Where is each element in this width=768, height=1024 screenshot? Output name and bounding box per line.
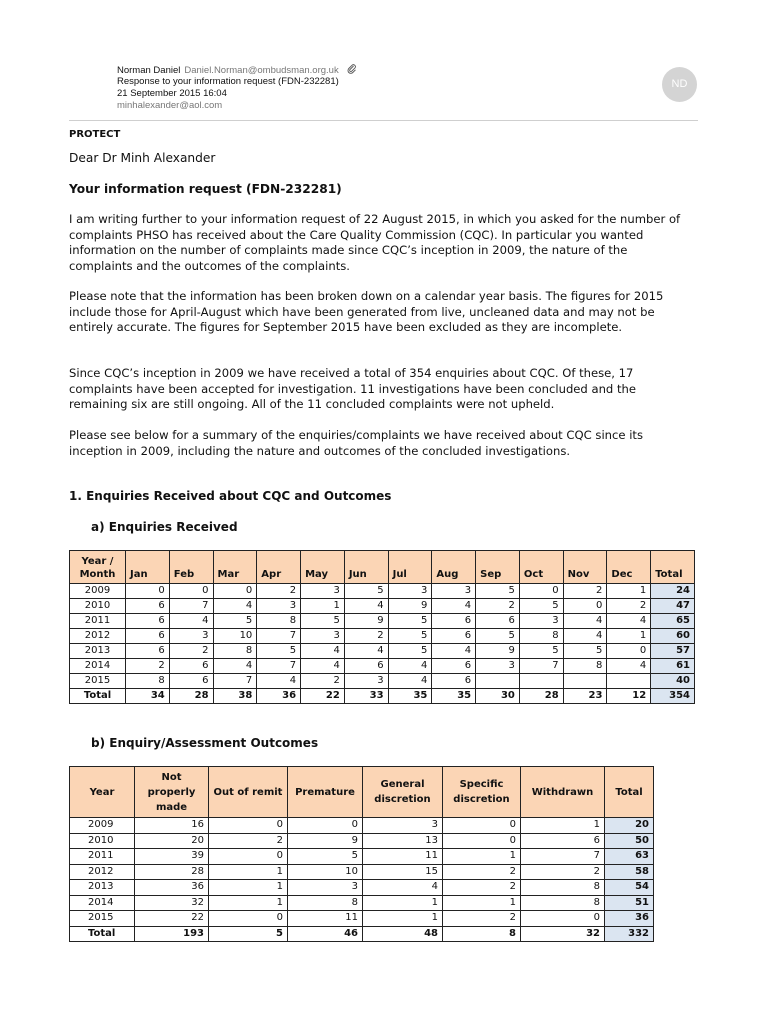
table-cell: 1 [363,911,443,927]
table-cell: 1 [209,880,288,896]
enquiries-table [69,550,695,704]
table-cell: 3 [257,599,301,614]
table-cell: 48 [363,926,443,942]
table-cell: 22 [135,911,209,927]
table-cell: 4 [388,674,432,689]
from-email[interactable]: Daniel.Norman@ombudsman.org.uk [184,65,339,76]
table-cell: 6 [432,674,476,689]
table-cell: 2014 [70,895,135,911]
table-cell: 8 [521,895,605,911]
table-cell: 6 [126,599,170,614]
table-cell: 6 [432,629,476,644]
paragraph: I am writing further to your information request of 22 August 2015, in which you asked for the number of complaints PHSO has received about the Care Quality Commission (CQC). In particular you wanted information on the number of complaints made since CQC’s inception in 2009, the nature of the complaints and the outcomes of the complaints. [69,212,681,273]
table-cell: 5 [301,614,345,629]
table-cell: 3 [301,629,345,644]
table-cell: 28 [135,864,209,880]
table-cell: 51 [605,895,654,911]
table-cell: 2012 [70,864,135,880]
table-cell: 1 [363,895,443,911]
table-cell: 4 [257,674,301,689]
table-cell: 0 [126,584,170,599]
table-cell: 10 [288,864,363,880]
avatar[interactable]: ND [662,67,697,102]
table-cell: 6 [432,659,476,674]
table-cell: 5 [388,629,432,644]
table-header-row [70,767,654,818]
column-header: Premature [288,767,363,818]
table-cell: 2 [521,864,605,880]
table-cell: 332 [605,926,654,942]
table-cell: 28 [519,689,563,704]
table-cell: 5 [476,629,520,644]
column-header: Oct [519,551,563,584]
table-cell: 2 [344,629,388,644]
table-cell: 7 [519,659,563,674]
table-cell: 10 [213,629,257,644]
table-cell: 38 [213,689,257,704]
table-cell: 4 [213,659,257,674]
salutation: Dear Dr Minh Alexander [69,151,216,165]
table-cell: 4 [432,644,476,659]
table-cell: 4 [432,599,476,614]
column-header: Total [651,551,695,584]
table-cell: 61 [651,659,695,674]
table-cell: 30 [476,689,520,704]
table-cell: 2 [476,599,520,614]
table-cell: 16 [135,818,209,834]
email-date: 21 September 2015 16:04 [117,88,227,99]
table-cell: 65 [651,614,695,629]
table-cell: 4 [301,644,345,659]
column-header: Feb [169,551,213,584]
subsection-heading-b: b) Enquiry/Assessment Outcomes [91,736,319,750]
table-cell: 9 [288,833,363,849]
table-cell: 354 [651,689,695,704]
table-cell: 5 [388,644,432,659]
table-cell: 4 [563,629,607,644]
table-cell: 5 [344,584,388,599]
table-row [70,849,654,865]
table-cell: 13 [363,833,443,849]
table-cell: 5 [213,614,257,629]
column-header: Dec [607,551,651,584]
table-cell [563,674,607,689]
table-cell: 1 [521,818,605,834]
column-header: Specific discretion [443,767,521,818]
table-cell: 0 [209,911,288,927]
table-cell: 23 [563,689,607,704]
column-header: Sep [476,551,520,584]
table-row [70,880,654,896]
table-cell: 54 [605,880,654,896]
table-cell: 6 [169,659,213,674]
table-cell: 8 [288,895,363,911]
table-cell: 20 [135,833,209,849]
table-cell: 0 [213,584,257,599]
table-cell: 20 [605,818,654,834]
table-cell: 8 [126,674,170,689]
table-row [70,895,654,911]
table-cell: 2013 [70,880,135,896]
table-cell: 1 [443,895,521,911]
table-row [70,614,695,629]
table-cell: 12 [607,689,651,704]
table-cell: 7 [213,674,257,689]
table-cell: 36 [257,689,301,704]
table-cell: Total [70,926,135,942]
table-cell: 2 [443,911,521,927]
table-cell: 5 [288,849,363,865]
column-header: Jun [344,551,388,584]
table-cell: 2 [126,659,170,674]
table-cell: 1 [607,629,651,644]
table-cell: 2012 [70,629,126,644]
table-row [70,674,695,689]
table-cell: 24 [651,584,695,599]
table-cell: 33 [344,689,388,704]
table-cell: 2015 [70,674,126,689]
table-cell: 9 [344,614,388,629]
table-cell: 11 [363,849,443,865]
email-subject: Response to your information request (FDN-232281) [117,76,339,87]
table-cell: 4 [213,599,257,614]
table-cell: 3 [344,674,388,689]
table-cell: 6 [432,614,476,629]
table-cell: 4 [363,880,443,896]
table-cell: 0 [443,818,521,834]
table-cell: 2014 [70,659,126,674]
table-cell: 35 [388,689,432,704]
outcomes-table [69,766,654,942]
table-cell: 4 [169,614,213,629]
table-cell: 5 [476,584,520,599]
table-cell: 2013 [70,644,126,659]
column-header: Withdrawn [521,767,605,818]
table-cell: 0 [209,818,288,834]
table-row [70,629,695,644]
table-cell: 0 [169,584,213,599]
column-header: Aug [432,551,476,584]
table-cell: 3 [169,629,213,644]
paragraph: Please see below for a summary of the enquiries/complaints we have received about CQC since its inception in 2009, including the nature and outcomes of the concluded investigations. [69,428,644,458]
table-cell: 0 [519,584,563,599]
column-header: Jul [388,551,432,584]
column-header: Apr [257,551,301,584]
table-cell: 8 [519,629,563,644]
subsection-heading-a: a) Enquiries Received [91,520,238,534]
column-header: Nov [563,551,607,584]
table-cell: 8 [563,659,607,674]
table-cell: 3 [432,584,476,599]
table-cell: 22 [301,689,345,704]
table-cell: 36 [135,880,209,896]
table-cell: 193 [135,926,209,942]
table-cell: 3 [301,584,345,599]
table-cell: 5 [519,644,563,659]
paragraph: Since CQC’s inception in 2009 we have received a total of 354 enquiries about CQC. Of these, 17 complaints have been accepted for investigation. 11 investigations have been concluded and the remaining six are still ongoing. All of the 11 concluded complaints were not upheld. [69,366,637,411]
table-cell: 34 [126,689,170,704]
table-cell: 0 [607,644,651,659]
table-cell: 5 [519,599,563,614]
table-cell: 6 [126,614,170,629]
table-cell: 4 [301,659,345,674]
table-cell: 2010 [70,599,126,614]
column-header: Jan [126,551,170,584]
table-cell: 1 [209,895,288,911]
table-cell: 3 [388,584,432,599]
column-header: May [301,551,345,584]
table-cell: 4 [344,599,388,614]
table-cell: 3 [363,818,443,834]
year-month-header: Year / Month [70,551,126,584]
table-cell: 3 [288,880,363,896]
table-cell: 58 [605,864,654,880]
column-header: Total [605,767,654,818]
table-cell: 6 [344,659,388,674]
column-header: Year [70,767,135,818]
table-row [70,911,654,927]
table-cell: 47 [651,599,695,614]
table-cell: 0 [563,599,607,614]
table-row [70,659,695,674]
table-header-row [70,551,695,584]
table-cell: 8 [257,614,301,629]
table-cell: 0 [209,849,288,865]
table-row [70,864,654,880]
table-cell: 7 [169,599,213,614]
table-cell: 32 [521,926,605,942]
attachment-icon[interactable] [347,64,357,74]
table-cell: 40 [651,674,695,689]
letter-subject: Your information request (FDN-232281) [69,182,342,196]
table-cell: 1 [443,849,521,865]
table-cell: 11 [288,911,363,927]
table-cell: 2 [209,833,288,849]
table-cell: 2 [607,599,651,614]
paragraph: Please note that the information has been broken down on a calendar year basis. The figures for 2015 include those for April-August which have been generated from live, uncleaned data and may not be entirely accurate. The figures for September 2015 have been excluded as they are incomplete. [69,289,664,334]
table-cell: 7 [257,659,301,674]
table-row [70,584,695,599]
table-cell: 1 [607,584,651,599]
protective-marking: PROTECT [69,129,121,140]
table-cell: 6 [126,629,170,644]
table-cell: Total [70,689,126,704]
table-cell: 4 [563,614,607,629]
table-cell: 60 [651,629,695,644]
section-heading: 1. Enquiries Received about CQC and Outcomes [69,489,392,503]
table-cell: 0 [288,818,363,834]
table-cell: 2010 [70,833,135,849]
table-cell: 35 [432,689,476,704]
table-cell: 2 [169,644,213,659]
table-cell: 1 [301,599,345,614]
table-cell: 7 [257,629,301,644]
table-cell [607,674,651,689]
table-cell: 9 [388,599,432,614]
table-cell: 6 [521,833,605,849]
table-cell: 6 [126,644,170,659]
table-cell: 2009 [70,818,135,834]
table-cell: 2009 [70,584,126,599]
table-cell: 2 [443,864,521,880]
table-cell: 6 [476,614,520,629]
table-cell: 50 [605,833,654,849]
table-row [70,599,695,614]
table-cell: 2015 [70,911,135,927]
table-cell: 15 [363,864,443,880]
column-header: Not properly made [135,767,209,818]
table-cell: 5 [563,644,607,659]
table-cell: 39 [135,849,209,865]
table-cell: 3 [476,659,520,674]
table-cell: 2 [563,584,607,599]
table-cell: 63 [605,849,654,865]
table-cell: 46 [288,926,363,942]
table-cell: 4 [607,659,651,674]
table-row [70,833,654,849]
total-row [70,926,654,942]
table-cell: 2 [257,584,301,599]
table-row [70,818,654,834]
table-cell: 7 [521,849,605,865]
column-header: Mar [213,551,257,584]
total-row [70,689,695,704]
table-cell: 4 [388,659,432,674]
from-name[interactable]: Norman Daniel [117,65,181,76]
table-cell: 6 [169,674,213,689]
to-email[interactable]: minhalexander@aol.com [117,100,223,111]
table-cell: 5 [257,644,301,659]
table-cell [476,674,520,689]
column-header: General discretion [363,767,443,818]
table-cell: 5 [209,926,288,942]
table-cell: 28 [169,689,213,704]
table-cell: 0 [521,911,605,927]
table-cell: 9 [476,644,520,659]
header-divider [69,120,698,121]
table-cell: 2011 [70,614,126,629]
table-cell: 8 [521,880,605,896]
table-cell: 0 [443,833,521,849]
table-cell: 32 [135,895,209,911]
table-cell: 4 [607,614,651,629]
table-cell: 8 [213,644,257,659]
table-cell: 2011 [70,849,135,865]
table-cell: 5 [388,614,432,629]
table-cell: 1 [209,864,288,880]
table-cell: 3 [519,614,563,629]
table-cell: 2 [301,674,345,689]
table-cell: 57 [651,644,695,659]
table-cell: 2 [443,880,521,896]
table-cell: 8 [443,926,521,942]
table-row [70,644,695,659]
table-cell [519,674,563,689]
table-cell: 4 [344,644,388,659]
table-cell: 36 [605,911,654,927]
column-header: Out of remit [209,767,288,818]
